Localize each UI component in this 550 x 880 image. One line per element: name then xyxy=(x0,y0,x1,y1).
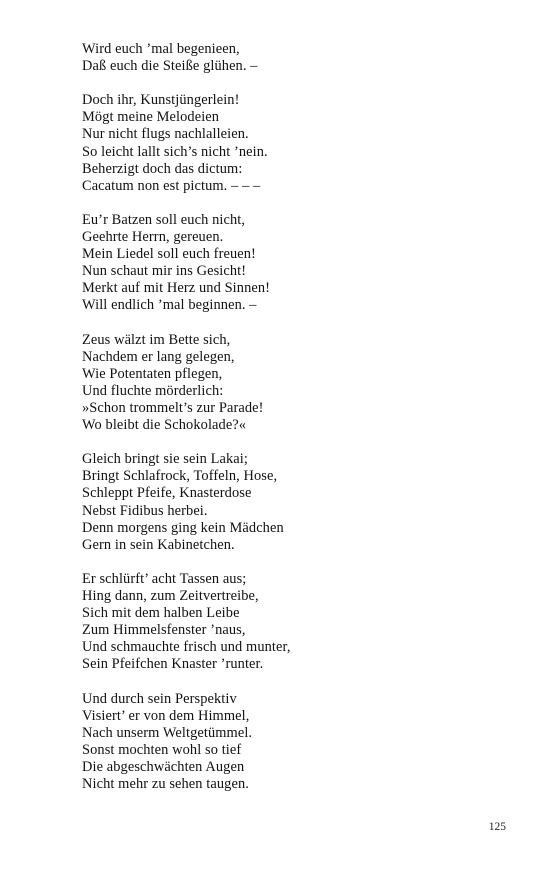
poem-line: Und schmauchte frisch und munter, xyxy=(82,639,291,656)
poem-line: Nur nicht flugs nachlalleien. xyxy=(82,126,249,143)
poem-line: Und fluchte mörderlich: xyxy=(82,382,224,399)
poem-line: Sein Pfeifchen Knaster ’runter. xyxy=(82,656,264,673)
poem-line: Denn morgens ging kein Mädchen xyxy=(82,519,284,536)
stanza-1 xyxy=(82,41,522,75)
stanza-6 xyxy=(82,571,522,674)
poem-line: Nun schaut mir ins Gesicht! xyxy=(82,263,247,280)
stanza-2 xyxy=(82,92,522,195)
poem-line: Bringt Schlafrock, Toffeln, Hose, xyxy=(82,468,278,485)
poem-line: So leicht lallt sich’s nicht ’nein. xyxy=(82,143,268,160)
poem-line: Zum Himmelsfenster ’naus, xyxy=(82,622,246,639)
poem-line: Sich mit dem halben Leibe xyxy=(82,605,240,622)
poem-line: Er schlürft’ acht Tassen aus; xyxy=(82,570,247,587)
poem-line: Mögt meine Melodeien xyxy=(82,109,220,126)
poem-line: Wie Potentaten pflegen, xyxy=(82,365,223,382)
stanza-5 xyxy=(82,451,522,554)
poem-line: Mein Liedel soll euch freuen! xyxy=(82,246,256,263)
poem-line: Geehrte Herrn, gereuen. xyxy=(82,229,224,246)
stanza-4 xyxy=(82,332,522,435)
poem-line: Doch ihr, Kunstjüngerlein! xyxy=(82,92,240,109)
stanza-7 xyxy=(82,691,522,794)
poem-line: Und durch sein Perspektiv xyxy=(82,690,237,707)
poem-line: Nach unserm Weltgetümmel. xyxy=(82,724,253,741)
poem-line: Gern in sein Kabinetchen. xyxy=(82,536,235,553)
poem-line: Zeus wälzt im Bette sich, xyxy=(82,331,231,348)
poem-line: Nicht mehr zu sehen taugen. xyxy=(82,776,249,793)
poem-line: Schleppt Pfeife, Knasterdose xyxy=(82,485,252,502)
poem-line: Will endlich ’mal beginnen. – xyxy=(82,297,257,314)
poem-line: Sonst mochten wohl so tief xyxy=(82,741,242,758)
poem-line: Wo bleibt die Schokolade?« xyxy=(82,417,247,434)
poem-line: Merkt auf mit Herz und Sinnen! xyxy=(82,280,271,297)
poem-line: Wird euch ’mal begenieen, xyxy=(82,41,240,57)
poem-line: Eu’r Batzen soll euch nicht, xyxy=(82,211,246,228)
poem-line: Beherzigt doch das dictum: xyxy=(82,160,243,177)
poem-line: Nebst Fidibus herbei. xyxy=(82,502,208,519)
poem-line: Nachdem er lang gelegen, xyxy=(82,348,235,365)
poem-line: Gleich bringt sie sein Lakai; xyxy=(82,451,248,468)
poem-line: Cacatum non est pictum. – – – xyxy=(82,177,261,194)
page-number: 125 xyxy=(488,821,506,833)
poem-line: Hing dann, zum Zeitvertreibe, xyxy=(82,588,259,604)
poem-line: Die abgeschwächten Augen xyxy=(82,758,245,775)
poem-line: Visiert’ er von dem Himmel, xyxy=(82,707,250,724)
poem-text xyxy=(82,41,522,810)
poem-line: »Schon trommelt’s zur Parade! xyxy=(82,399,264,416)
stanza-3 xyxy=(82,212,522,315)
poem-line: Daß euch die Steiße glühen. – xyxy=(82,58,258,75)
